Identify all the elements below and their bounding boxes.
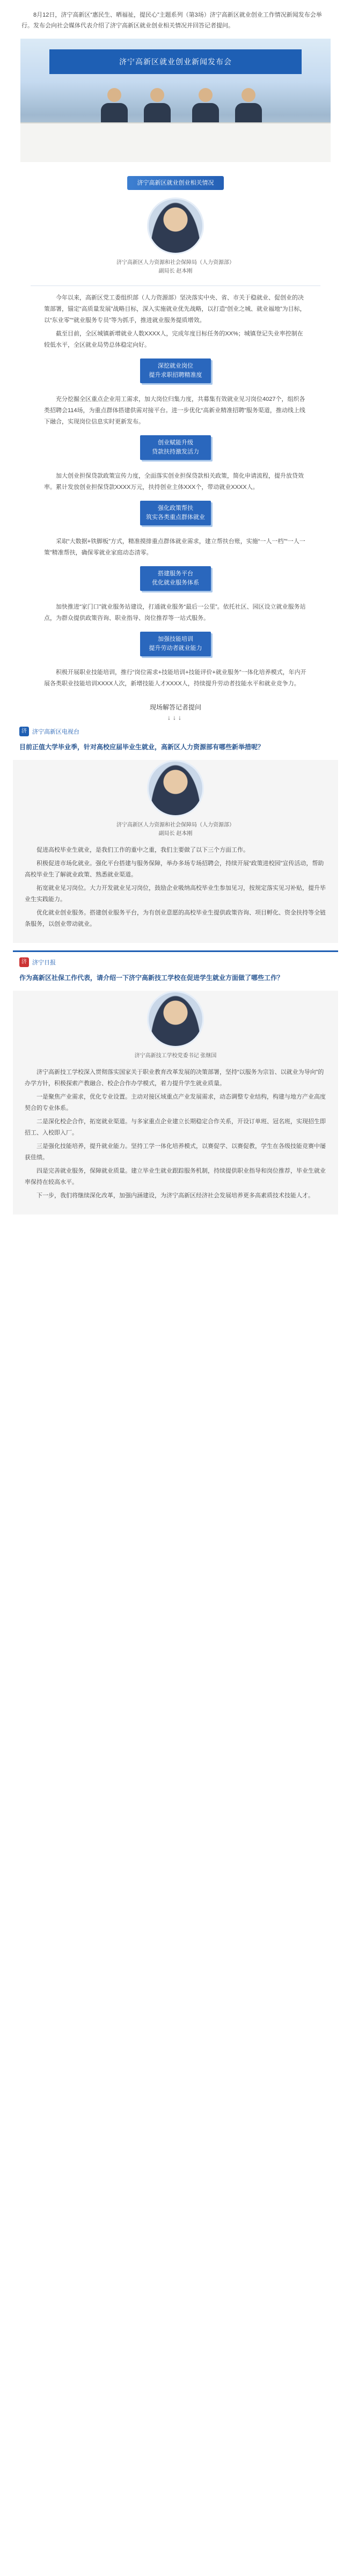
tag-skills-training: 加强技能培训 提升劳动者就业能力: [140, 632, 211, 656]
speaker-figure: [144, 88, 171, 122]
speaker-org: 济宁高新区人力资源和社会保障局（人力资源部）: [116, 822, 235, 828]
speaker-role: 副局长 赵本刚: [158, 268, 193, 274]
section-header: 济宁高新区就业创业相关情况: [127, 176, 224, 190]
down-arrows-icon: ↓↓↓: [167, 714, 184, 721]
divider: [13, 950, 338, 952]
tag-text: [23, 661, 328, 690]
answer-paragraph: 积极促进市场化就业。强化平台搭建与服务保障，举办多场专场招聘会，持续开展“政策进校园”宣传活动，帮助高校毕业生了解就业政策、熟悉就业渠道。: [25, 860, 324, 878]
answer-paragraph: 三是强化技能培养，提升就业能力。坚持工学一体化培养模式，以赛促学、以赛促教，学生在各级技能竞赛中屡获佳绩。: [25, 1143, 326, 1161]
tag-paragraph: 加快推进“家门口”就业服务站建设，打通就业服务“最后一公里”。依托社区、园区设立就业服务站点，为群众提供政策咨询、职业指导、岗位推荐等一站式服务。: [44, 604, 306, 621]
speaker-portrait: [147, 760, 204, 817]
speaker-portrait: [147, 991, 204, 1048]
answer-paragraph: 下一步，我们将继续深化改革，加强内涵建设，为济宁高新区经济社会发展培养更多高素质技术技能人才。: [36, 1192, 314, 1199]
answer-paragraph: 促进高校毕业生就业，是我们工作的重中之重，我们主要做了以下三个方面工作。: [36, 847, 249, 853]
intro-section: [0, 0, 351, 31]
answer-paragraph: 四是完善就业服务，保障就业质量。建立毕业生就业跟踪服务机制，持续提供职业指导和岗位推荐，毕业生就业率保持在较高水平。: [25, 1168, 326, 1185]
tag-entrepreneurship: 创业赋能升级 贷款扶持激发活力: [140, 435, 211, 460]
answer-paragraph: 二是深化校企合作，拓宽就业渠道。与多家重点企业建立长期稳定合作关系，开设订单班、冠名班，实现招生即招工、入校即入厂。: [25, 1118, 326, 1136]
tag-text: [23, 595, 328, 624]
section-employment-overview: [23, 176, 328, 690]
hero-banner: 济宁高新区就业创业新闻发布会: [49, 49, 302, 74]
speaker-portrait: [147, 197, 204, 254]
tag-paragraph: 采取“大数据+铁脚板”方式，精准摸排重点群体就业需求，建立帮扶台账，实施“一人一档”“一人一策”精准帮扶，确保零就业家庭动态清零。: [44, 538, 305, 556]
speaker-figure: [192, 88, 219, 122]
speaker-role: 副局长 赵本刚: [158, 831, 193, 837]
media-name: 济宁高新区电视台: [32, 729, 79, 735]
tag-text: [23, 387, 328, 428]
conference-table: [20, 122, 331, 162]
overview-paragraph: 截至目前，全区城镇新增就业人数XXXX人，完成年度目标任务的XX%；城镇登记失业率控制在较低水平，全区就业局势总体稳定向好。: [44, 331, 303, 348]
media-name: 济宁日报: [32, 960, 56, 966]
tag-paragraph: 加大创业担保贷款政策宣传力度，全面落实创业担保贷款相关政策，简化申请流程，提升放贷效率。累计发放创业担保贷款XXXX万元，扶持创业主体XXX个，带动就业XXXX人。: [44, 473, 304, 491]
overview-paragraph: 今年以来，高新区党工委组织部（人力资源部）坚决落实中央、省、市关于稳就业、促创业的决策部署，锚定“高质量发展”战略目标，深入实施就业优先战略，以打造“创业之城、就业福地”为目标，以“东业零”“就业服务专员”等为抓手，推进就业服务提质增效。: [44, 295, 306, 324]
answer-paragraph: 一是聚焦产业需求，优化专业设置。主动对接区域重点产业发展需求，动态调整专业结构，构建与地方产业高度契合的专业体系。: [25, 1094, 326, 1111]
reporter-question: 作为高新区社保工作代表，请介绍一下济宁高新技工学校在促进学生就业方面做了哪些工作？: [19, 974, 284, 982]
tag-policy-support: 强化政策帮扶 筑实各类重点群体就业: [140, 501, 211, 525]
answer-panel: [13, 760, 338, 943]
tag-service-platform: 搭建服务平台 优化就业服务体系: [140, 566, 211, 591]
reporter-question: 目前正值大学毕业季，针对高校应届毕业生就业，高新区人力资源部有哪些新举措呢？: [19, 743, 265, 751]
answer-paragraph: 济宁高新技工学校深入贯彻落实国家关于职业教育改革发展的决策部署，坚持“以服务为宗旨、以就业为导向”的办学方针，积极探索产教融合、校企合作办学模式，着力提升学生就业质量。: [25, 1069, 324, 1087]
answer-text: [13, 1060, 338, 1202]
media-source: [19, 727, 332, 736]
tag-job-positions: 深挖就业岗位 提升求职招聘精准度: [140, 358, 211, 383]
newspaper-logo-icon: 济: [19, 957, 29, 967]
tv-station-logo-icon: 济: [19, 727, 29, 736]
speaker-caption: 济宁高新技工学校党委书记 张继国: [134, 1053, 217, 1059]
speaker-caption: [13, 821, 338, 838]
answer-paragraph: 优化就业创业服务。搭建创业服务平台，为有创业意愿的高校毕业生提供政策咨询、项目孵化、资金扶持等全链条服务，以创业带动就业。: [25, 910, 326, 927]
answer-panel: [13, 991, 338, 1214]
tag-text: [23, 530, 328, 559]
intro-paragraph: 8月12日，济宁高新区“惠民生、晒福祉，提民心”主题系列（第3场）济宁高新区就业创业工作情况新闻发布会举行。发布会向社会媒体代表介绍了济宁高新区就业创业相关情况并回答记者提问。: [21, 12, 322, 29]
press-conference-photo: [20, 39, 331, 162]
speaker-org: 济宁高新区人力资源和社会保障局（人力资源部）: [116, 260, 235, 266]
answer-text: [13, 838, 338, 930]
speaker-figure: [235, 88, 262, 122]
speaker-figure: [101, 88, 128, 122]
tag-text: [23, 464, 328, 493]
overview-text: [23, 286, 328, 351]
qa-section-title: 现场解答记者提问: [149, 704, 201, 711]
speaker-caption: [23, 259, 328, 276]
media-source: [19, 957, 332, 967]
tag-paragraph: 积极开展职业技能培训，推行“岗位需求+技能培训+技能评价+就业服务”一体化培养模式，年内开展各类职业技能培训XXXX人次，新增技能人才XXXX人，持续提升劳动者技能水平和就业竞争力。: [44, 669, 306, 687]
tag-paragraph: 充分挖掘全区重点企业用工需求，加大岗位归集力度，共募集有效就业见习岗位4027个，组织各类招聘会114场，为重点群体搭建供需对接平台。进一步优化“高新业精准招聘”服务渠道，推动线上线下融合，实现岗位信息实时更新发布。: [44, 396, 305, 425]
answer-paragraph: 拓宽就业见习岗位。大力开发就业见习岗位，鼓励企业吸纳高校毕业生参加见习，按规定落实见习补贴，提升毕业生实践能力。: [25, 885, 326, 903]
